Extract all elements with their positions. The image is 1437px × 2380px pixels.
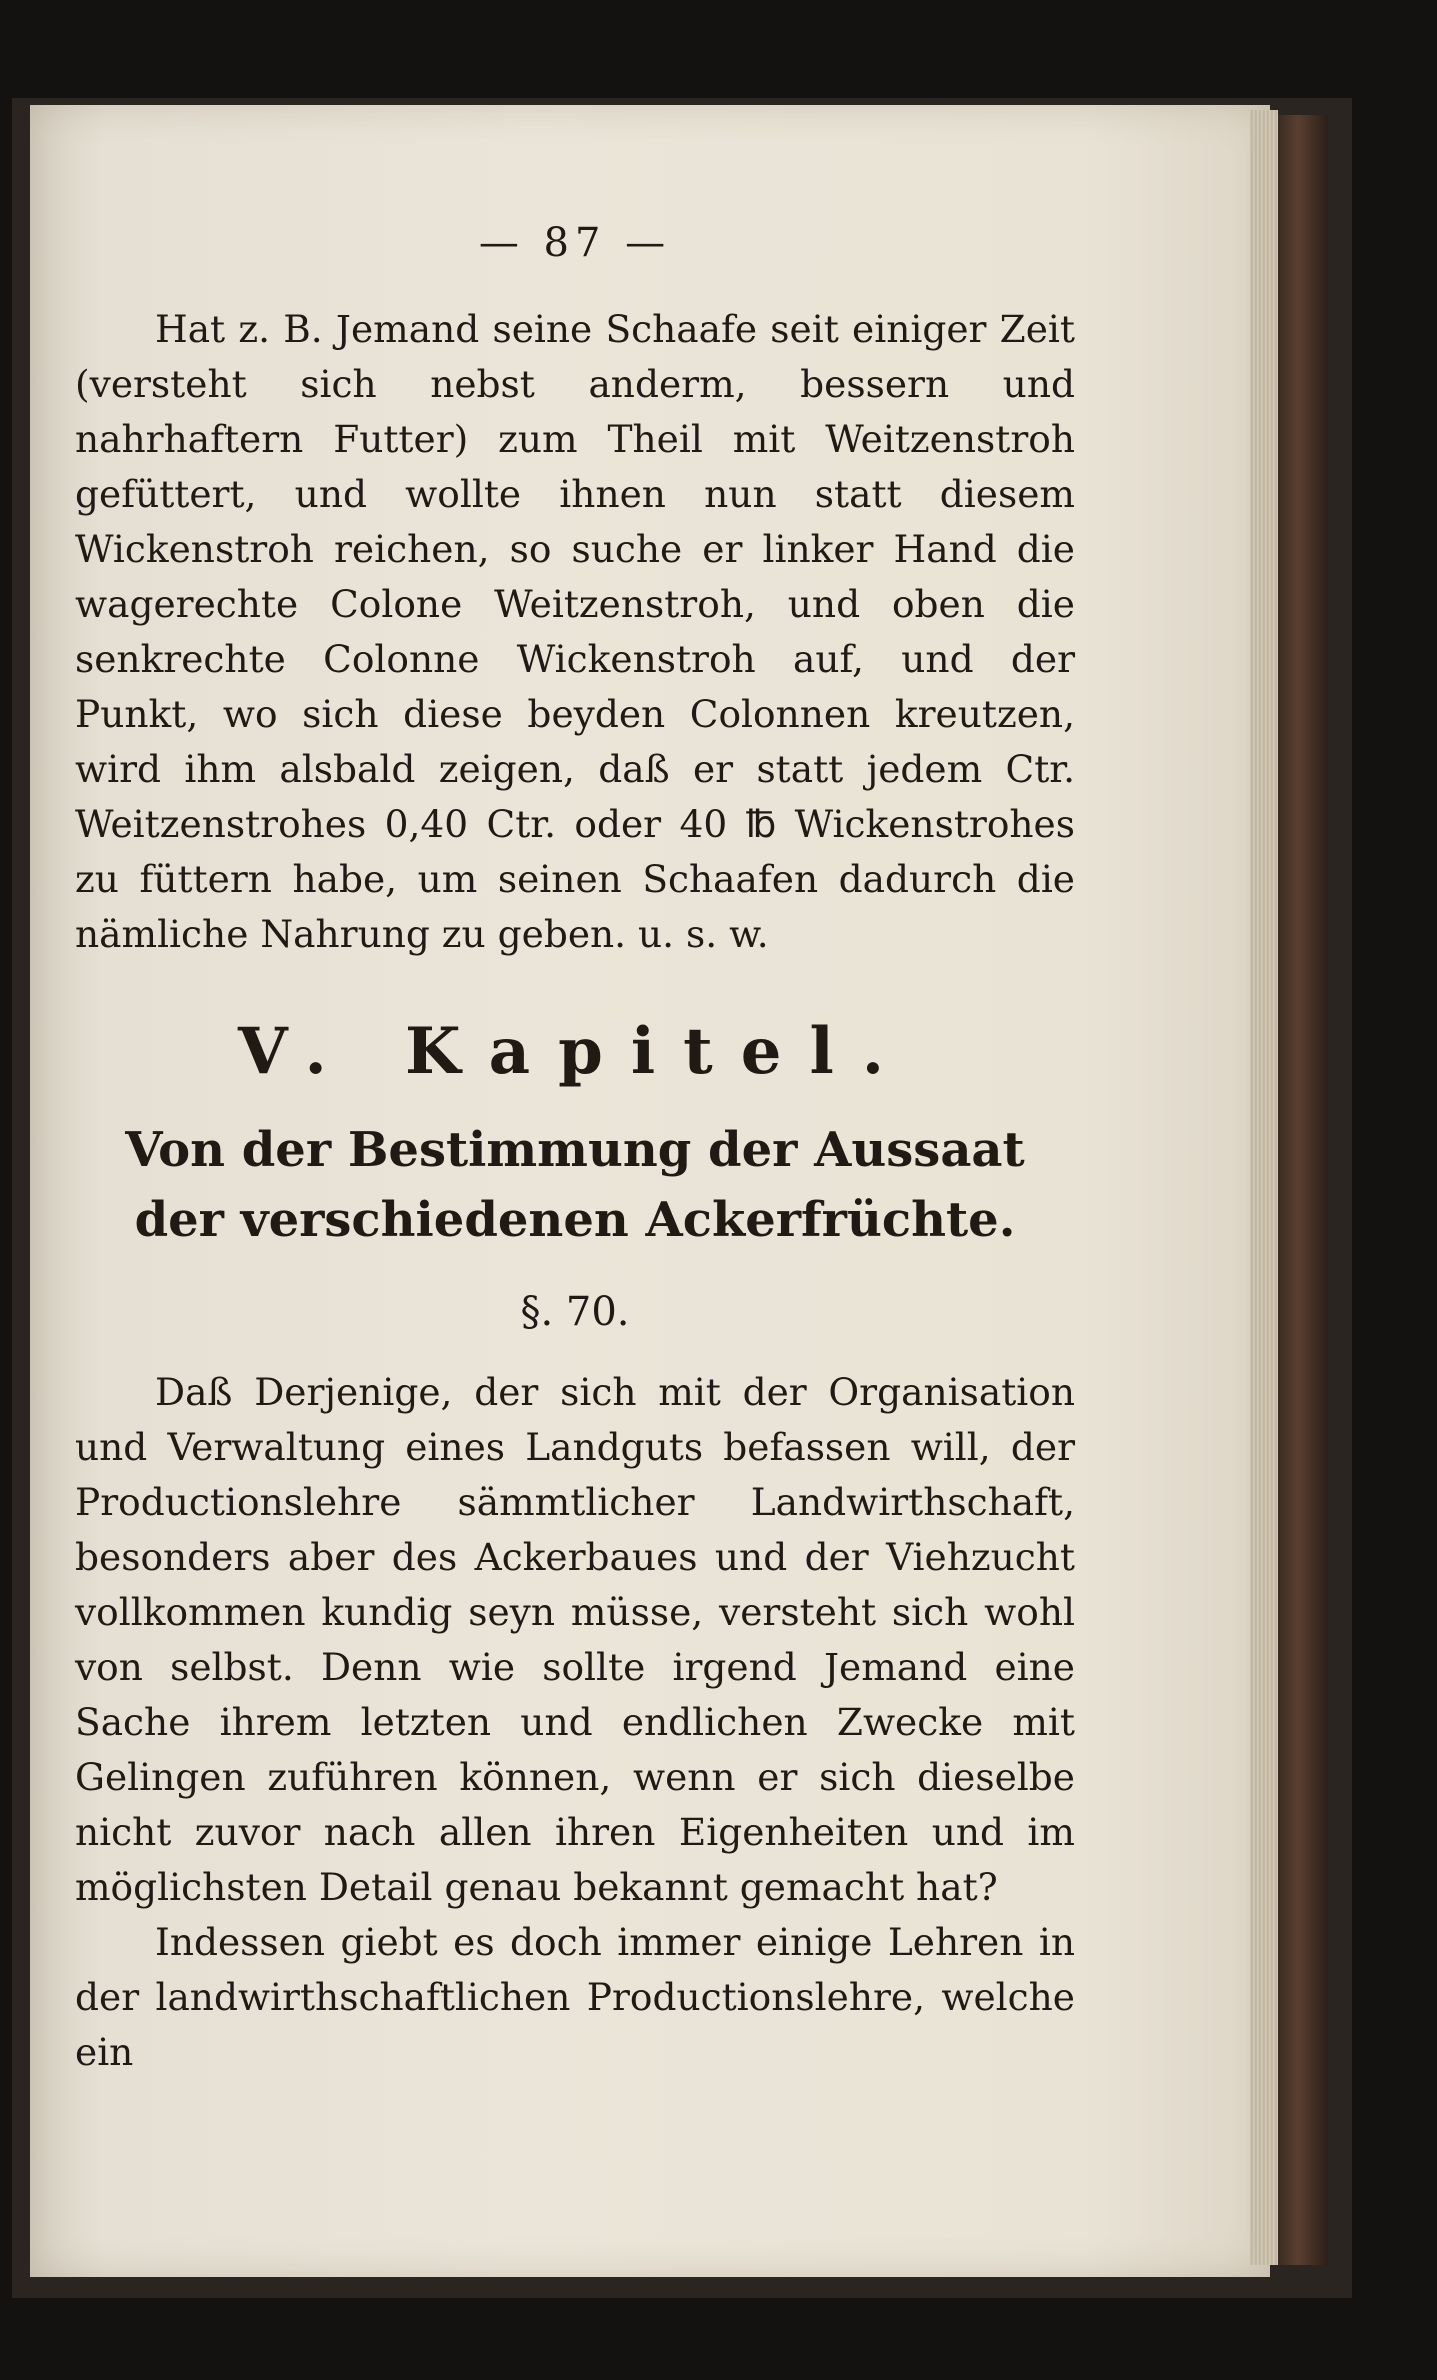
paragraph-3: Indessen giebt es doch immer einige Lehren in der landwirthschaftlichen Productionslehre, welche ein xyxy=(75,1920,1075,2074)
section-number: §. 70. xyxy=(520,1289,630,1335)
page-number: — 87 — xyxy=(478,220,672,266)
chapter-heading: V. Kapitel. xyxy=(237,1014,913,1089)
book-cover-edge xyxy=(1278,115,1328,2265)
paragraph-2: Daß Derjenige, der sich mit der Organisation und Verwaltung eines Landguts befassen will, der Productionslehre sämmtlicher Landwirthschaft, besonders aber des Ackerbaues und der Viehzucht vollkommen kundig seyn müsse, versteht sich wohl von selbst. Denn wie sollte irgend Jemand eine Sache ihrem letzten und endlichen Zwecke mit Gelingen zuführen können, wenn er sich dieselbe nicht zuvor nach allen ihren Eigenheiten und im möglichsten Detail genau bekannt gemacht hat? xyxy=(75,1370,1075,1909)
chapter-title: Von der Bestimmung der Aussaat der verschiedenen Ackerfrüchte. xyxy=(125,1122,1025,1248)
page-text-block xyxy=(75,200,1075,2080)
paragraph-1: Hat z. B. Jemand seine Schaafe seit einiger Zeit (versteht sich nebst anderm, bessern und nahrhaftern Futter) zum Theil mit Weitzenstroh gefüttert, und wollte ihnen nun statt diesem Wickenstroh reichen, so suche er linker Hand die wagerechte Colone Weitzenstroh, und oben die senkrechte Colonne Wickenstroh auf, und der Punkt, wo sich diese beyden Colonnen kreutzen, wird ihm alsbald zeigen, daß er statt jedem Ctr. Weitzenstrohes 0,40 Ctr. oder 40 ℔ Wickenstrohes zu füttern habe, um seinen Schaafen dadurch die nämliche Nahrung zu geben. u. s. w. xyxy=(75,307,1075,956)
page-edges xyxy=(1250,110,1278,2265)
